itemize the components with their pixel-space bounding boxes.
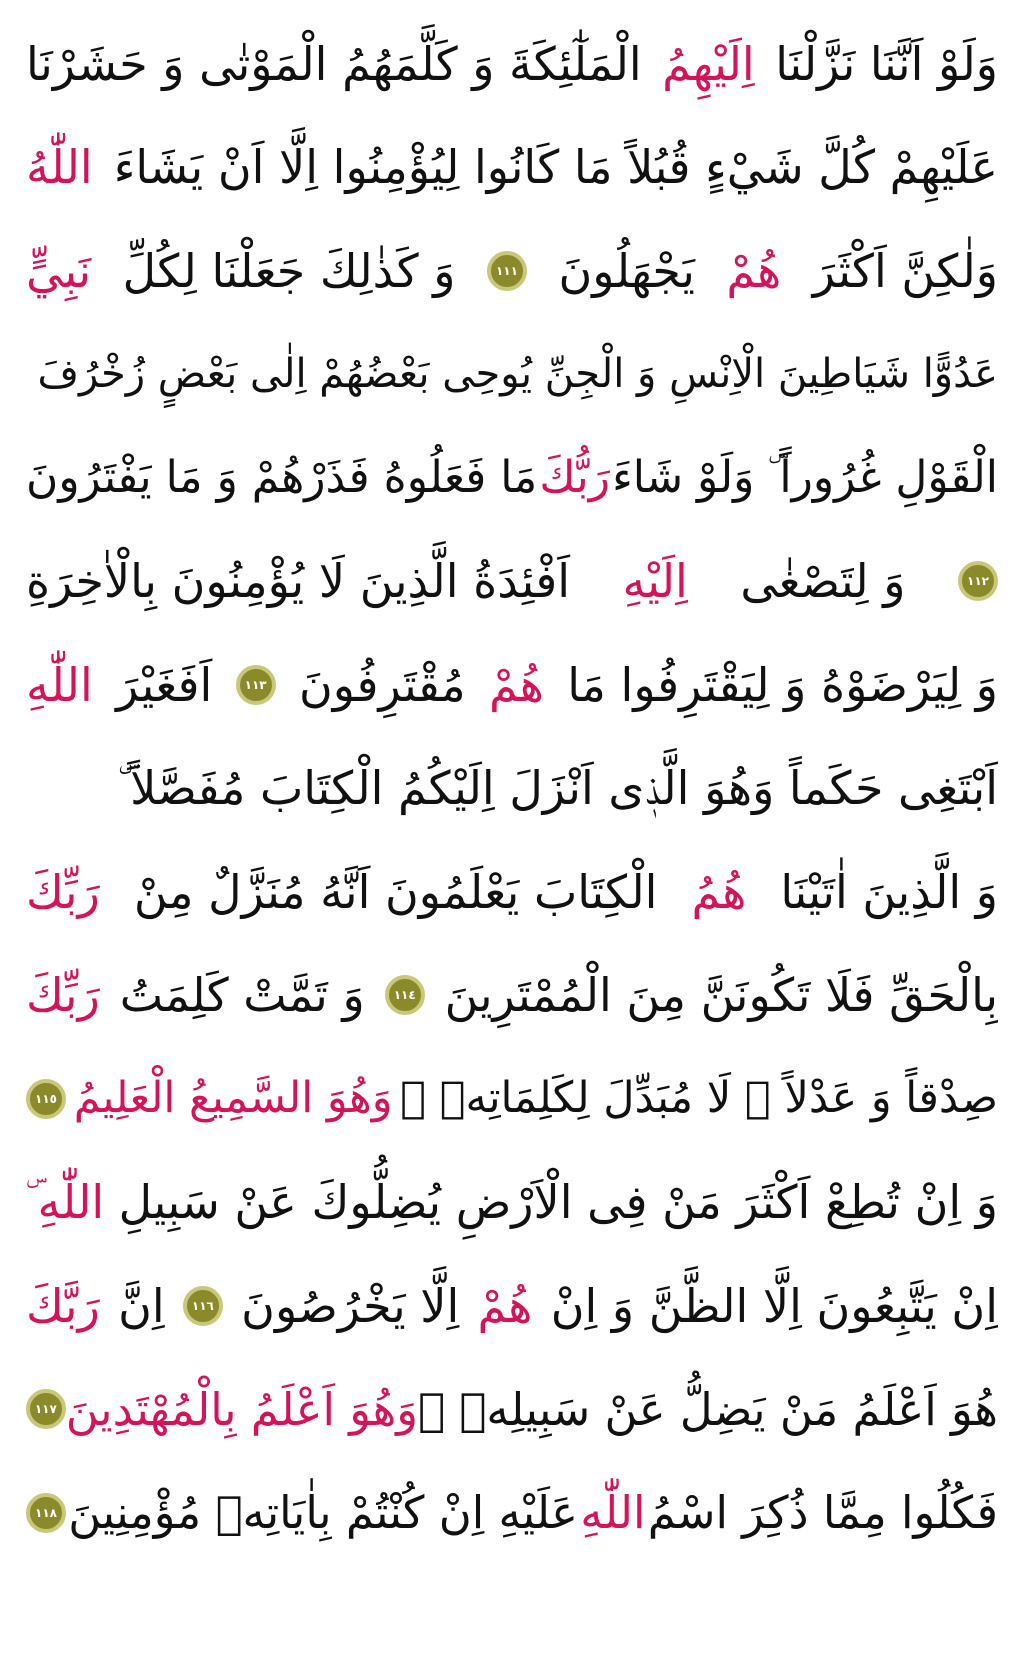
highlighted-word: اِلَيْهِمُ xyxy=(662,36,755,91)
verse-line xyxy=(26,944,998,1048)
verse-text: وَ كَذٰلِكَ جَعَلْنَا لِكُلِّ xyxy=(122,243,456,298)
verse-text: فَكُلُوا مِمَّا ذُكِرَ اسْمُ xyxy=(647,1486,998,1540)
verse-text: وَ لِيَرْضَوْهُ وَ لِيَقْتَرِفُوا مَا xyxy=(567,657,998,712)
ayah-number: ١١٥ xyxy=(35,1091,58,1106)
verse-line xyxy=(26,323,998,427)
verse-line xyxy=(26,737,998,841)
highlighted-word: اللّٰهِ ۜ xyxy=(26,1175,105,1230)
verse-text: اَفَغَيْرَ xyxy=(116,657,213,712)
highlighted-word: رَبِّكَ xyxy=(26,968,100,1023)
highlighted-word: اللّٰهِ xyxy=(580,1486,646,1540)
verse-text: اِنْ يَتَّبِعُونَ اِلَّا الظَّنَّ وَ اِنْ xyxy=(550,1278,998,1333)
highlighted-word: رَبِّكَ xyxy=(26,864,100,919)
verse-line xyxy=(26,633,998,737)
verse-text: وَ اِنْ تُطِعْ اَكْثَرَ مَنْ فِى الْاَرْضِ يُضِلُّوكَ عَنْ سَبِيلِ xyxy=(118,1175,998,1230)
verse-text: وَ لِتَصْغٰى xyxy=(740,554,906,609)
verse-line xyxy=(26,116,998,220)
highlighted-word: اِلَيْهِ xyxy=(622,554,688,609)
verse-text: وَ الَّذِينَ اٰتَيْنَا xyxy=(780,864,998,919)
highlighted-word: وَهُوَ السَّمِيعُ الْعَلِيمُ xyxy=(73,1073,393,1124)
verse-text: اَفْئِدَةُ الَّذِينَ لَا يُؤْمِنُونَ بِالْاٰخِرَةِ xyxy=(26,554,570,609)
verse-line xyxy=(26,12,998,116)
verse-text: وَلٰكِنَّ اَكْثَرَ xyxy=(812,243,998,298)
verse-line xyxy=(26,1151,998,1255)
ayah-number-marker-icon xyxy=(26,1493,66,1533)
verse-text: هُوَ اَعْلَمُ مَنْ يَضِلُّ عَنْ سَبِيلِهٖ ۚ xyxy=(418,1382,998,1436)
highlighted-word: نَبِيٍّ xyxy=(26,243,92,298)
verse-line xyxy=(26,219,998,323)
highlighted-word: هُمُ xyxy=(691,864,747,919)
ayah-number-marker-icon xyxy=(26,1079,66,1119)
verse-text: اَبْتَغِى حَكَماً وَهُوَ الَّذٖى اَنْزَلَ اِلَيْكُمُ الْكِتَابَ مُفَصَّلاً ۜ xyxy=(118,761,998,816)
ayah-number-marker-icon xyxy=(385,975,425,1015)
ayah-number-marker-icon xyxy=(26,1389,66,1429)
verse-line xyxy=(26,530,998,634)
ayah-number-marker-icon xyxy=(183,1286,223,1326)
highlighted-word: اللّٰهِ xyxy=(26,657,93,712)
highlighted-word: هُمْ xyxy=(726,243,782,298)
verse-line xyxy=(26,1047,998,1151)
verse-text: مُقْتَرِفُونَ xyxy=(298,657,466,712)
verse-text: الْمَلٰٓئِكَةَ وَ كَلَّمَهُمُ الْمَوْتٰى وَ حَشَرْنَا xyxy=(26,36,642,91)
highlighted-word: هُمْ xyxy=(477,1278,533,1333)
verse-text: الْقَوْلِ غُرُوراً ۜ وَلَوْ شَاءَ xyxy=(612,451,998,503)
ayah-number: ١١٢ xyxy=(967,574,989,589)
verse-text: عَلَيْهِمْ كُلَّ شَيْءٍ قُبُلاً مَا كَانُوا لِيُؤْمِنُوا اِلَّا اَنْ يَشَاءَ xyxy=(113,140,998,195)
verse-text: مَا فَعَلُوهُ فَذَرْهُمْ وَ مَا يَفْتَرُونَ xyxy=(26,451,538,503)
verse-line xyxy=(26,1358,998,1462)
verse-text: عَلَيْهِ اِنْ كُنْتُمْ بِاٰيَاتِهٖ مُؤْمِنِينَ xyxy=(68,1486,579,1540)
verse-line xyxy=(26,1461,998,1565)
highlighted-word: اللّٰهُ xyxy=(26,140,93,195)
ayah-number: ١١٦ xyxy=(191,1298,214,1313)
ayah-number: ١١١ xyxy=(495,263,518,278)
highlighted-word: رَبَّكَ xyxy=(26,1278,100,1333)
ayah-number: ١١٣ xyxy=(244,677,267,692)
verse-text: بِالْحَقِّ فَلَا تَكُونَنَّ مِنَ الْمُمْتَرِينَ xyxy=(444,968,998,1023)
ayah-number: ١١٧ xyxy=(34,1402,57,1417)
ayah-number-marker-icon xyxy=(487,251,527,291)
ayah-number: ١١٤ xyxy=(393,988,416,1003)
verse-line xyxy=(26,840,998,944)
highlighted-word: رَبُّكَ xyxy=(539,451,610,503)
verse-text: اِلَّا يَخْرُصُونَ xyxy=(241,1278,460,1333)
highlighted-word: وَهُوَ اَعْلَمُ بِالْمُهْتَدِينَ xyxy=(65,1382,418,1436)
verse-text: وَ تَمَّتْ كَلِمَتُ xyxy=(119,968,365,1023)
highlighted-word: هُمْ xyxy=(489,657,544,712)
verse-text: الْكِتَابَ يَعْلَمُونَ اَنَّهُ مُنَزَّلٌ مِنْ xyxy=(133,864,658,919)
verse-line xyxy=(26,426,998,530)
ayah-number-marker-icon xyxy=(236,665,276,705)
ayah-number: ١١٨ xyxy=(35,1505,57,1520)
verse-text: اِنَّ xyxy=(118,1278,165,1333)
verse-text: عَدُوًّا شَيَاطِينَ الْاِنْسِ وَ الْجِنِّ يُوحِى بَعْضُهُمْ اِلٰى بَعْضٍ زُخْرُفَ xyxy=(37,351,998,398)
verse-line xyxy=(26,1254,998,1358)
verse-text: يَجْهَلُونَ xyxy=(558,243,695,298)
verse-text: وَلَوْ اَنَّنَا نَزَّلْنَا xyxy=(775,36,998,91)
verse-text: صِدْقاً وَ عَدْلاً ۜ لَا مُبَدِّلَ لِكَلِمَاتِهٖ ۚ xyxy=(400,1073,998,1124)
ayah-number-marker-icon xyxy=(958,561,998,601)
